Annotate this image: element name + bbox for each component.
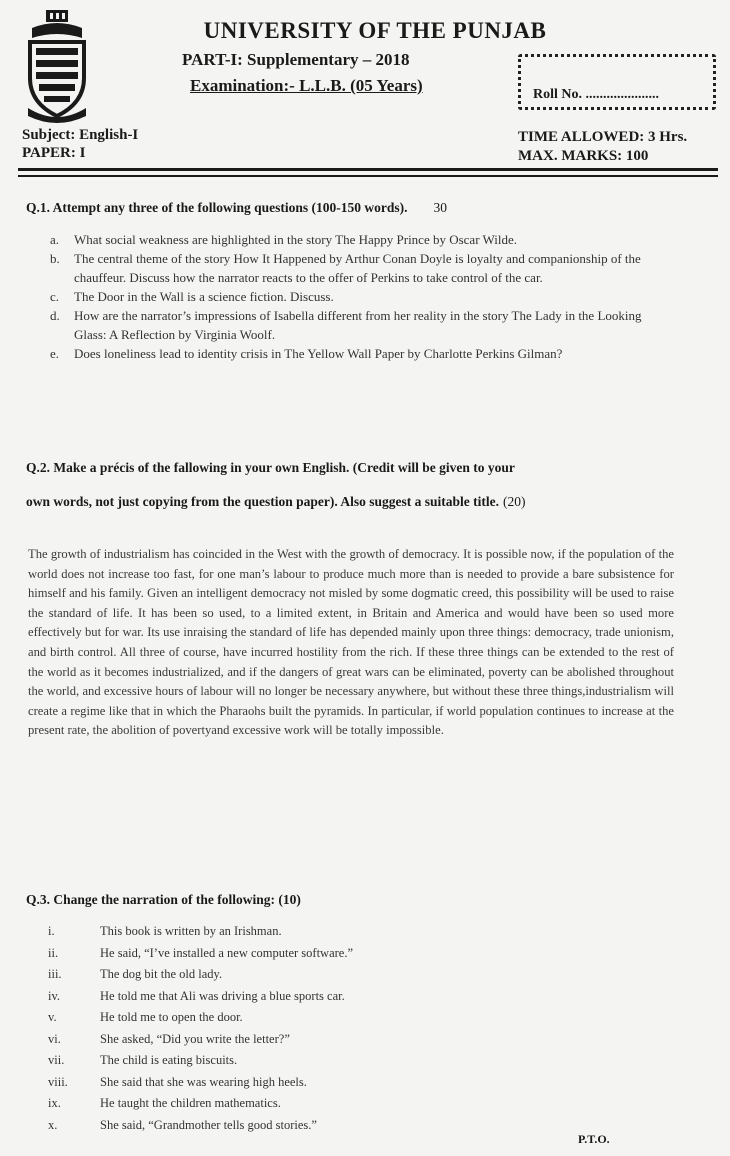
item-label: a.	[50, 232, 60, 247]
q1-title-row	[26, 200, 447, 216]
list-item	[50, 249, 670, 287]
university-title: UNIVERSITY OF THE PUNJAB	[203, 18, 547, 43]
list-item	[48, 924, 488, 946]
item-text: How are the narrator’s impressions of Isabella different from her reality in the story The Lady in the Looking Glass: A Reflection by Virginia Woolf.	[74, 308, 642, 342]
list-item	[48, 1118, 488, 1140]
list-item	[48, 946, 488, 968]
list-item	[50, 306, 670, 344]
q2-title-line1: Q.2. Make a précis of the fallowing in your own English. (Credit will be given to your	[26, 460, 515, 475]
item-text: The child is eating biscuits.	[100, 1053, 238, 1067]
item-label: iii.	[48, 967, 62, 981]
q3-title: Q.3. Change the narration of the following: (10)	[26, 892, 301, 907]
q1-title: Q.1. Attempt any three of the following questions (100-150 words).	[26, 200, 408, 215]
item-text: She said, “Grandmother tells good stories.”	[100, 1117, 317, 1132]
max-marks: MAX. MARKS: 100	[518, 148, 649, 164]
item-text: The Door in the Wall is a science fiction. Discuss.	[74, 289, 334, 304]
q1-list	[50, 230, 670, 363]
examination-name: Examination:- L.L.B. (05 Years)	[190, 76, 423, 95]
list-item	[48, 1096, 488, 1118]
precis-passage: The growth of industrialism has coincided in the West with the growth of democracy. It is possible now, if the population of the world does not increase too fast, for one man’s labour to produce much more than is needed to provide a bare subsistence for himself and his family. Given an intelligent democracy not misled by some dogmatic creed, this possibility will be used to raise the standard of life. It has been so used, to a limited extent, in Britain and America and would have been so used more effectively but for war. Its use inraising the standard of life has depended mainly upon three things: democracy, trade unionism, and birth control. All three of course, have incurred hostility from the rich. If these three things can be extended to the rest of the world as it becomes industrialized, and if the dangers of great wars can be eliminated, poverty can be abolished throughout the world, and excessive hours of labour will no longer be necessary anywhere, but without these three things,industrialism will create a regime like that in which the Pharaohs built the pyramids. In particular, if world population continues to increase at the present rate, the abolition of povertyand excessive work will be totally impossible.	[28, 547, 674, 738]
header-divider	[18, 168, 718, 171]
item-label: v.	[48, 1010, 57, 1024]
item-label: ii.	[48, 945, 59, 960]
q2-marks: (20)	[503, 494, 526, 509]
time-marks-block	[518, 128, 687, 166]
item-text: What social weakness are highlighted in the story The Happy Prince by Oscar Wilde.	[74, 232, 518, 247]
item-label: iv.	[48, 988, 61, 1003]
list-item	[48, 967, 488, 989]
item-label: vi.	[48, 1031, 61, 1046]
subject-label: Subject: English-I	[22, 127, 139, 143]
item-text: The dog bit the old lady.	[100, 967, 223, 981]
roll-number-label: Roll No. .....................	[533, 87, 659, 102]
item-text: He taught the children mathematics.	[100, 1096, 281, 1110]
q2-title-line2: own words, not just copying from the question paper). Also suggest a suitable title.	[26, 494, 500, 509]
item-label: c.	[50, 289, 60, 304]
subject-block	[22, 126, 138, 162]
item-text: She said that she was wearing high heels.	[100, 1074, 307, 1089]
item-text: He said, “I’ve installed a new computer software.”	[100, 945, 354, 960]
item-text: She asked, “Did you write the letter?”	[100, 1031, 290, 1046]
item-label: i.	[48, 924, 55, 938]
paper-label: PAPER: I	[22, 145, 86, 161]
list-item	[50, 230, 670, 249]
q1-marks: 30	[433, 200, 447, 215]
q2-title-line2-row	[26, 494, 526, 510]
item-text: He told me that Ali was driving a blue sports car.	[100, 988, 345, 1003]
item-text: Does loneliness lead to identity crisis in The Yellow Wall Paper by Charlotte Perkins Gilman?	[74, 346, 563, 361]
item-label: vii.	[48, 1053, 65, 1067]
item-label: e.	[50, 346, 60, 361]
header-divider-thin	[18, 175, 718, 177]
item-label: b.	[50, 251, 60, 266]
item-text: He told me to open the door.	[100, 1010, 243, 1024]
exam-part: PART-I: Supplementary – 2018	[182, 50, 410, 69]
item-label: ix.	[48, 1096, 61, 1110]
list-item	[50, 344, 670, 363]
roll-number-box	[518, 54, 716, 110]
item-text: The central theme of the story How It Happened by Arthur Conan Doyle is loyalty and companionship of the chauffeur. Discuss how the narrator reacts to the offer of Perkins to take control of the car.	[74, 251, 641, 285]
time-allowed: TIME ALLOWED: 3 Hrs.	[518, 129, 688, 145]
list-item	[48, 1075, 488, 1097]
q3-list	[48, 924, 488, 1139]
item-label: x.	[48, 1117, 58, 1132]
item-text: This book is written by an Irishman.	[100, 924, 282, 938]
list-item	[48, 1053, 488, 1075]
list-item	[48, 1032, 488, 1054]
list-item	[48, 1010, 488, 1032]
item-label: d.	[50, 308, 60, 323]
page-turn-over: P.T.O.	[578, 1132, 610, 1146]
list-item	[48, 989, 488, 1011]
list-item	[50, 287, 670, 306]
item-label: viii.	[48, 1074, 68, 1089]
